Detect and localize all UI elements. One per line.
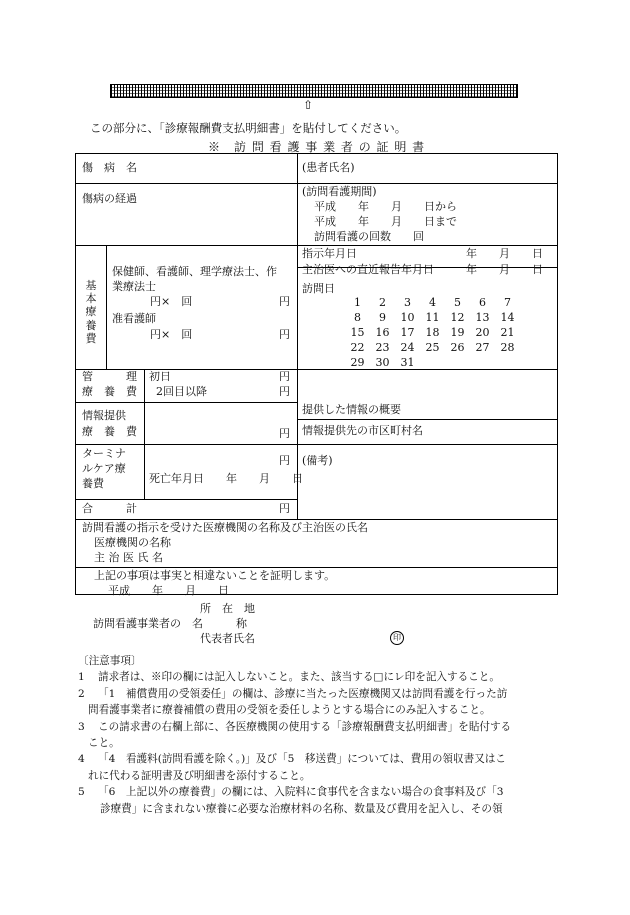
info-label-1: 情報提供 [82,409,126,422]
death-date: 死亡年月日 年 月 日 [149,472,303,485]
operator-label: 訪問看護事業者の 名 称 [93,617,247,630]
period-from: 平成 年 月 日から [314,200,457,213]
terminal-label-2: ルケア療 [82,462,126,475]
instruct-date-label: 指示年月日 [302,247,357,260]
mgmt-label-1: 管 理 [82,370,137,383]
total-label: 合 計 [82,502,137,515]
notes-section [78,653,558,817]
institution-name-label: 医療機関の名称 [94,536,171,549]
doctor-line: 訪問看護の指示を受けた医療機関の名称及び主治医の氏名 [82,521,368,534]
notes-header: 〔注意事項〕 [78,655,142,667]
heisei-date: 平成 年 月 日 [108,584,229,597]
report-date-label: 主治医への直近報告年月日 [302,263,434,276]
note-cont: れに代わる証明書及び明細書を添付すること。 [88,769,311,782]
up-arrow-icon: ⇧ [303,98,314,112]
doctor-name-label: 主 治 医 氏 名 [94,551,163,564]
nurses-label: 保健師、看護師、理学療法士、作 [112,265,277,278]
yen-7: 円 [279,502,290,515]
rate-1: 円× 回 [150,295,193,308]
note-cont: こと。 [88,737,120,750]
yen-1: 円 [279,295,290,308]
report-date-ymd: 年 月 日 [466,263,543,276]
visit-period-label: (訪問看護期間) [302,185,377,198]
instruct-date-ymd: 年 月 日 [466,247,543,260]
certificate-table [75,153,558,595]
note-item: 4 「4 看護料(訪問看護を除く。)」及び「5 移送費」については、費用の領収書又はこ [78,753,506,766]
terminal-label-3: 養費 [82,477,104,490]
note-item: 5 「6 上記以外の療養費」の欄には、入院料に食事代を含まない場合の食事料及び「3 [78,786,504,799]
note-cont: 問看護事業者に療養補償の費用の受領を委任しようとする場合にのみ記入すること。 [88,704,491,717]
attachment-area [110,84,518,98]
certificate-title: ※ 訪 問 看 護 事 業 者 の 証 明 書 [208,140,426,154]
note-item: 3 この請求書の右欄上部に、各医療機関の使用する「診療報酬費支払明細書」を貼付する [78,720,512,733]
instruction-text: この部分に、「診療報酬費支払明細書」を貼付してください。 [90,121,407,135]
nurses-label-2: 業療法士 [112,280,156,293]
second-day-label: 2回目以降 [156,385,207,398]
yen-5: 円 [279,427,290,440]
yen-2: 円 [279,328,290,341]
remarks-label: (備考) [302,454,333,467]
info-label-2: 療 養 費 [82,425,137,438]
period-to: 平成 年 月 日まで [314,215,457,228]
note-item: 1 請求者は、※印の欄には記入しないこと。また、該当する□にレ印を記入すること。 [78,671,500,684]
address-label: 所 在 地 [200,602,255,615]
assoc-nurse-label: 准看護師 [112,312,156,325]
info-dest-label: 情報提供先の市区町村名 [302,424,423,437]
visit-days-grid: 1 2 3 4 5 6 7 8 9 10 11 12 13 14 15 16 17 18 19 20 21 22 23 24 25 26 27 28 29 30 31 [350,296,515,369]
note-item: 2 「1 補償費用の受領委任」の欄は、診療に当たった医療機関又は訪問看護を行った訪 [78,687,508,700]
first-day-label: 初日 [149,370,171,383]
visit-count: 訪問看護の回数 回 [314,230,424,243]
rep-name-label: 代表者氏名 [200,632,255,645]
yen-3: 円 [279,370,290,383]
course-label: 傷病の経過 [82,192,137,205]
info-summary-label: 提供した情報の概要 [302,403,401,416]
visit-days-label: 訪問日 [302,282,335,295]
rate-2: 円× 回 [150,328,193,341]
patient-name-label: (患者氏名) [302,161,355,174]
certify-text: 上記の事項は事実と相違ないことを証明します。 [94,569,336,582]
note-cont: 診療費」に含まれない療養に必要な治療材料の名称、数量及び費用を記入し、その領 [100,802,503,815]
seal-icon: 印 [390,631,404,645]
terminal-label-1: ターミナ [82,447,126,460]
yen-6: 円 [279,454,290,467]
injury-name-label: 傷 病 名 [82,161,137,174]
mgmt-label-2: 療 養 費 [82,385,137,398]
basic-fee-label: 基 本 療 養 費 [85,279,97,345]
yen-4: 円 [279,385,290,398]
